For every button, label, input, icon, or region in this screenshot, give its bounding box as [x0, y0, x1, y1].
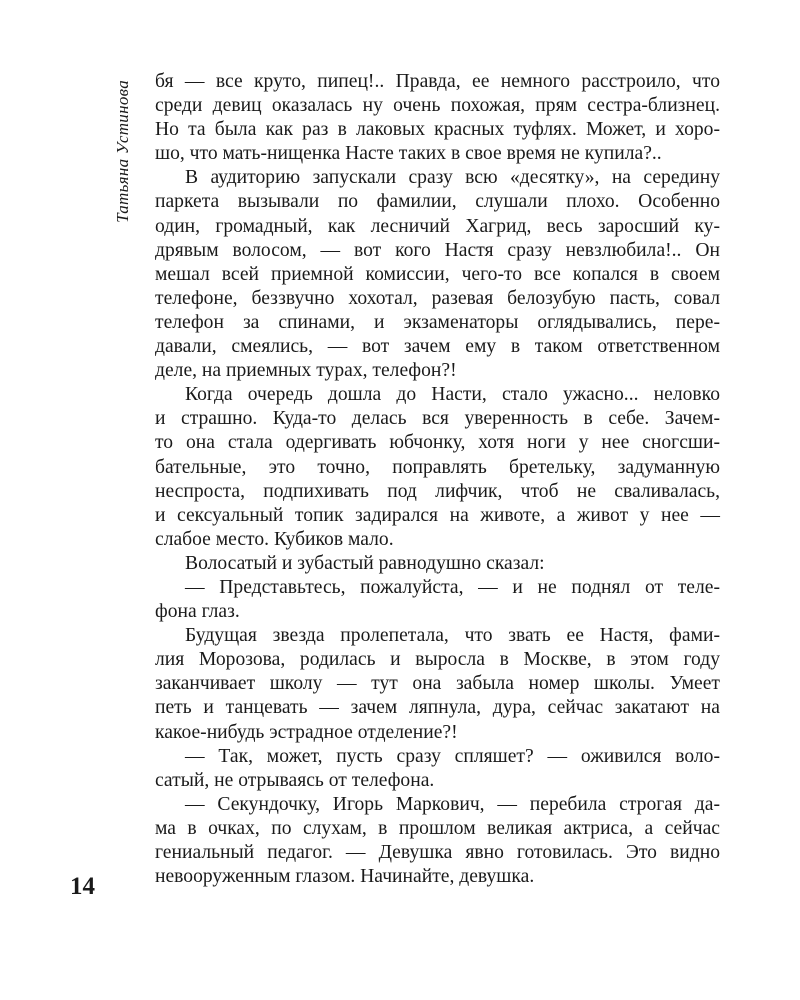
text-line: Когда очередь дошла до Насти, стало ужасно... неловко [185, 384, 720, 406]
text-line: бя — все круто, пипец!.. Правда, ее немного расстроило, что [155, 71, 720, 92]
text-line: дрявым волосом, — вот кого Настя сразу невзлюбила!.. Он [155, 239, 720, 261]
text-line: то она стала одергивать юбчонку, хотя ноги у нее сногсши- [155, 432, 720, 454]
text-line: мешал всей приемной комиссии, чего-то все копался в своем [155, 263, 720, 285]
text-line: и сексуальный топик задирался на животе, а живот у нее — [155, 504, 720, 526]
text-line: давали, смеялись, — вот зачем ему в таком ответственном [155, 336, 720, 358]
text-line: Волосатый и зубастый равнодушно сказал: [185, 552, 545, 574]
text-line: — Секундочку, Игорь Маркович, — перебила строгая да- [185, 793, 720, 815]
text-line: телефон за спинами, и экзаменаторы оглядывались, пере- [155, 311, 720, 333]
page-number: 14 [70, 873, 95, 900]
text-line: фона глаз. [155, 601, 240, 623]
text-line: петь и танцевать — зачем ляпнула, дура, сейчас закатают на [155, 697, 720, 719]
text-line: среди девиц оказалась ну очень похожая, прям сестра-близнец. [155, 95, 720, 117]
text-line: паркета вызывали по фамилии, слушали плохо. Особенно [155, 191, 720, 213]
body-text [155, 70, 720, 889]
text-line: шо, что мать-нищенка Насте таких в свое время не купила?.. [155, 143, 662, 165]
text-line: какое-нибудь эстрадное отделение?! [155, 721, 458, 743]
text-line: лия Морозова, родилась и выросла в Москве, в этом году [155, 649, 720, 671]
text-line: неспроста, подпихивать под лифчик, чтоб не сваливалась, [155, 480, 720, 502]
text-line: Но та была как раз в лаковых красных туфлях. Может, и хоро- [155, 119, 720, 141]
text-line: сатый, не отрываясь от телефона. [155, 769, 435, 791]
text-line: — Так, может, пусть сразу спляшет? — оживился воло- [185, 745, 720, 767]
text-line: невооруженным глазом. Начинайте, девушка. [155, 866, 535, 888]
text-line: слабое место. Кубиков мало. [155, 528, 394, 550]
running-header-author: Татьяна Устинова [113, 80, 132, 223]
text-line: телефоне, беззвучно хохотал, разевая белозубую пасть, совал [155, 287, 720, 309]
text-line: гениальный педагог. — Девушка явно готовилась. Это видно [155, 842, 720, 863]
text-line: один, громадный, как лесничий Хагрид, весь заросший ку- [155, 215, 720, 237]
text-line: В аудиторию запускали сразу всю «десятку», на середину [185, 167, 720, 189]
text-line: Будущая звезда пролепетала, что звать ее Настя, фами- [185, 625, 720, 647]
text-line: и страшно. Куда-то делась вся уверенность в себе. Зачем- [155, 408, 720, 430]
text-line: заканчивает школу — тут она забыла номер школы. Умеет [155, 673, 720, 695]
text-line: — Представьтесь, пожалуйста, — и не поднял от теле- [185, 576, 720, 598]
text-line: бательные, это точно, поправлять бретельку, задуманную [155, 456, 720, 478]
text-line: деле, на приемных турах, телефон?! [155, 360, 457, 382]
text-line: ма в очках, по слухам, в прошлом великая актриса, а сейчас [155, 817, 720, 839]
